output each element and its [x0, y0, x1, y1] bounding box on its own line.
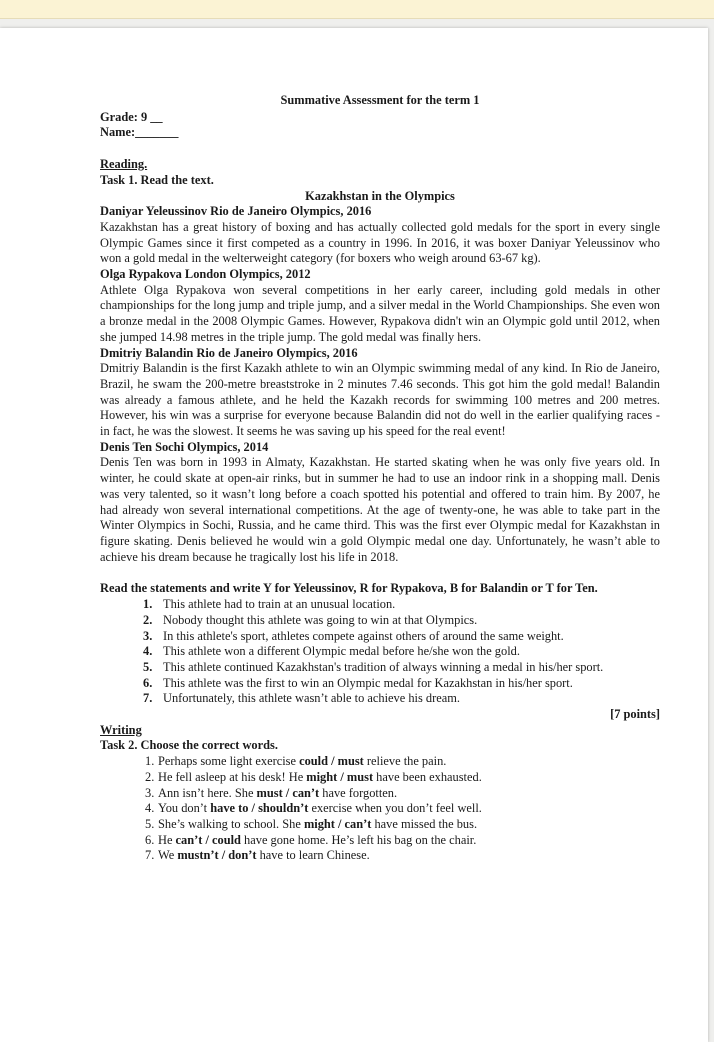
- grammar-pre: He: [158, 832, 176, 847]
- grammar-pre: She’s walking to school. She: [158, 816, 304, 831]
- statement-number: 7.: [143, 691, 153, 706]
- athlete-paragraph: Denis Ten was born in 1993 in Almaty, Kazakhstan. He started skating when he was only five years old. In winter, he could skate at open-air rinks, but in summer he had to use an indoor rink in a shopping mall. Denis was very talented, so it wasn’t long before a coach spotted his potential and offered to train him. By 2007, he had already won several international competitions. At the age of twenty-one, he was able to take part in the Winter Olympics in Sochi, Russia, and he came third. This was the first ever Olympic medal for Kazakhstan in figure skating. Denis believed he would win a gold Olympic medal one day. Unfortunately, he wasn’t able to achieve his dream because he tragically lost his life in 2018.: [100, 455, 660, 564]
- statement-item: [143, 613, 660, 629]
- athlete-section: [100, 267, 660, 346]
- statement-text: Nobody thought this athlete was going to win at that Olympics.: [163, 612, 478, 627]
- grammar-post: have gone home. He’s left his bag on the chair.: [240, 832, 477, 847]
- statement-item: [143, 676, 660, 692]
- reading-text-title: Kazakhstan in the Olympics: [305, 188, 455, 203]
- grammar-post: have missed the bus.: [371, 816, 478, 831]
- statement-text: In this athlete's sport, athletes compete against others of around the same weight.: [163, 628, 564, 643]
- grammar-pre: We: [158, 848, 178, 863]
- grammar-number: 6.: [145, 832, 155, 847]
- statement-number: 5.: [143, 659, 153, 674]
- grammar-choice: could / must: [299, 754, 364, 769]
- statement-number: 4.: [143, 644, 153, 659]
- statement-text: This athlete had to train at an unusual location.: [163, 597, 396, 612]
- task2-label: Task 2. Choose the correct words.: [100, 738, 278, 753]
- task1-label: Task 1. Read the text.: [100, 172, 214, 187]
- grammar-item: [145, 770, 660, 786]
- grammar-item: [145, 786, 660, 802]
- grammar-post: relieve the pain.: [363, 754, 447, 769]
- statements-instruction: Read the statements and write Y for Yeleussinov, R for Rypakova, B for Balandin or T for Ten.: [100, 581, 598, 596]
- statement-text: This athlete continued Kazakhstan's tradition of always winning a medal in his/her sport.: [163, 659, 604, 674]
- grammar-item: [145, 817, 660, 833]
- statement-item: [143, 644, 660, 660]
- athlete-section: [100, 346, 660, 440]
- grammar-choice: might / must: [306, 769, 374, 784]
- grammar-pre: Ann isn’t here. She: [158, 785, 257, 800]
- athlete-heading: Dmitriy Balandin Rio de Janeiro Olympics, 2016: [100, 345, 358, 360]
- statement-number: 6.: [143, 675, 153, 690]
- statement-number: 2.: [143, 612, 153, 627]
- athlete-heading: Daniyar Yeleussinov Rio de Janeiro Olympics, 2016: [100, 204, 372, 219]
- statement-text: This athlete was the first to win an Olympic medal for Kazakhstan in his/her sport.: [163, 675, 573, 690]
- grammar-pre: You don’t: [158, 801, 211, 816]
- statement-item: [143, 691, 660, 707]
- grammar-pre: Perhaps some light exercise: [158, 754, 300, 769]
- writing-section-label: Writing: [100, 722, 142, 737]
- grammar-choice: must / can’t: [256, 785, 320, 800]
- grammar-number: 4.: [145, 801, 155, 816]
- statement-item: [143, 597, 660, 613]
- athlete-paragraph: Kazakhstan has a great history of boxing and has actually collected gold medals for the sport in every single Olympic Games since it first competed as a country in 1996. In 2016, it was boxer Daniyar Yeleussinov who won a gold medal in the welterweight category (for boxers who weigh around 63-67 kg).: [100, 219, 660, 266]
- statement-number: 1.: [143, 597, 153, 612]
- grammar-post: exercise when you don’t feel well.: [308, 801, 482, 816]
- document-page: [0, 28, 708, 1042]
- grammar-pre: He fell asleep at his desk! He: [158, 769, 307, 784]
- grade-field: Grade: 9 __: [100, 109, 163, 124]
- grammar-item: [145, 754, 660, 770]
- grammar-post: have forgotten.: [319, 785, 398, 800]
- statements-list: [100, 597, 660, 707]
- grammar-number: 1.: [145, 754, 155, 769]
- reading-section-label: Reading.: [100, 157, 148, 172]
- statement-text: Unfortunately, this athlete wasn’t able to achieve his dream.: [163, 691, 460, 706]
- grammar-post: have to learn Chinese.: [256, 848, 370, 863]
- athlete-heading: Olga Rypakova London Olympics, 2012: [100, 267, 311, 282]
- document-content: [100, 93, 660, 864]
- statement-number: 3.: [143, 628, 153, 643]
- athlete-heading: Denis Ten Sochi Olympics, 2014: [100, 439, 269, 454]
- grammar-choice: mustn’t / don’t: [177, 848, 257, 863]
- grammar-item: [145, 801, 660, 817]
- grammar-item: [145, 833, 660, 849]
- grammar-number: 7.: [145, 848, 155, 863]
- athlete-paragraph: Dmitriy Balandin is the first Kazakh athlete to win an Olympic swimming medal of any kind. In Rio de Janeiro, Brazil, he swam the 200-metre breaststroke in 2 minutes 7.46 seconds. This got him the gold medal! Balandin was already a famous athlete, and he held the Kazakh records for swimming 100 metres and 200 metres. However, his win was a surprise for everyone because Balandin did not do well in the earlier qualifying races - in fact, he was the slowest. It seems he was saving up his speed for the real event!: [100, 361, 660, 439]
- name-field: Name:_______: [100, 125, 179, 140]
- grammar-choice: can’t / could: [175, 832, 241, 847]
- grammar-number: 2.: [145, 769, 155, 784]
- statement-item: [143, 660, 660, 676]
- statement-text: This athlete won a different Olympic medal before he/she won the gold.: [163, 644, 520, 659]
- assessment-title: Summative Assessment for the term 1: [280, 93, 480, 107]
- viewer-top-bar: [0, 0, 714, 19]
- grammar-choice: might / can’t: [303, 816, 372, 831]
- grammar-list: [100, 754, 660, 864]
- statement-item: [143, 629, 660, 645]
- athlete-section: [100, 204, 660, 267]
- athlete-section: [100, 440, 660, 566]
- grammar-choice: have to / shouldn’t: [210, 801, 309, 816]
- grammar-number: 3.: [145, 785, 155, 800]
- task1-points: [7 points]: [610, 707, 660, 722]
- grammar-item: [145, 848, 660, 864]
- grammar-number: 5.: [145, 816, 155, 831]
- athlete-paragraph: Athlete Olga Rypakova won several competitions in her early career, including gold medals in other championships for the long jump and triple jump, and a silver medal in the World Championships. She even won a bronze medal in the 2008 Olympic Games. However, Rypakova didn't win an Olympic gold until 2012, when she jumped 14.98 metres in the triple jump. The gold medal was finally hers.: [100, 282, 660, 344]
- grammar-post: have been exhausted.: [373, 769, 482, 784]
